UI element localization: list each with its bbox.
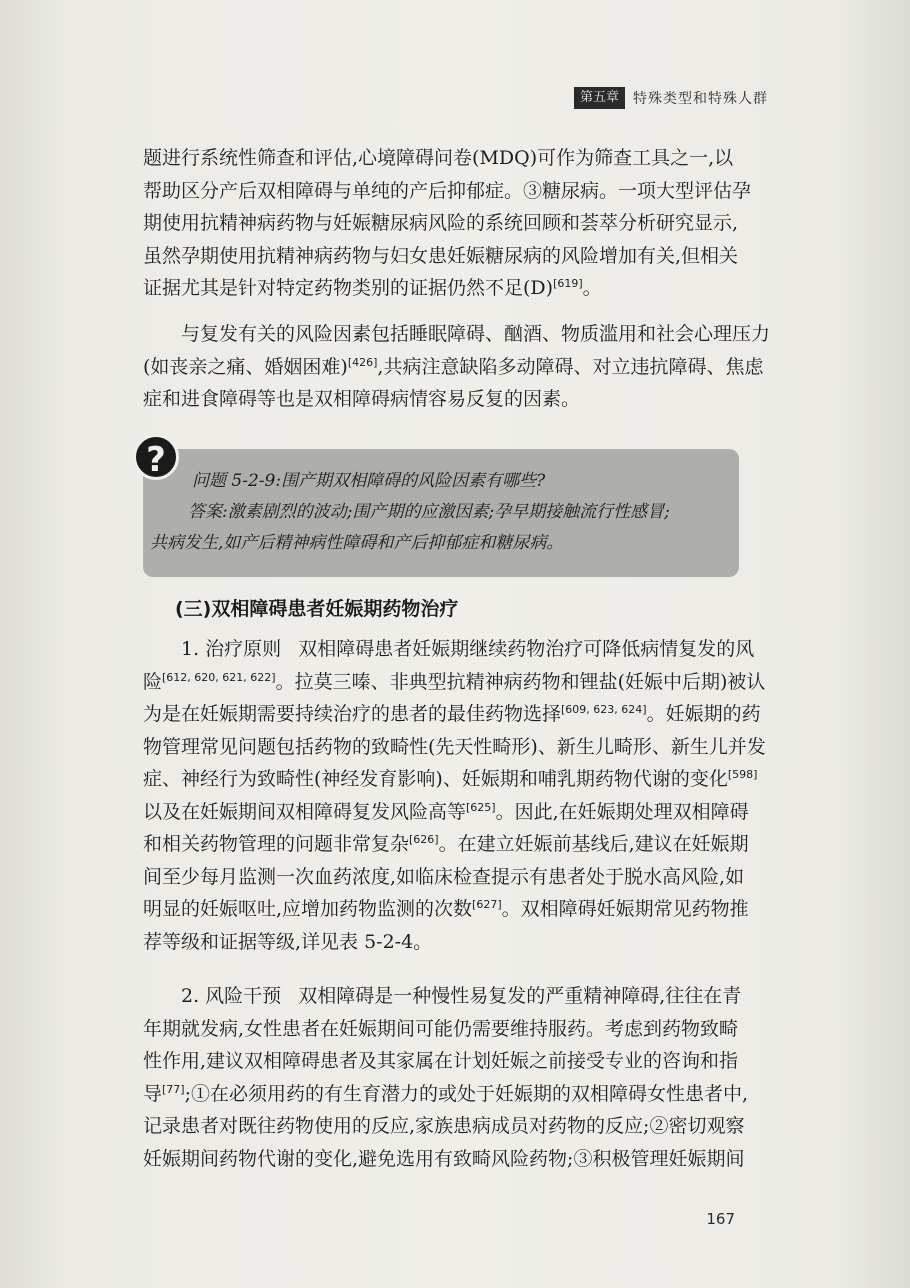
text-segment: 证据尤其是针对特定药物类别的证据仍然不足(D): [143, 277, 554, 299]
citation: [426]: [347, 355, 378, 369]
text-line: 记录患者对既往药物使用的反应,家族患病成员对药物的反应;②密切观察: [143, 1115, 745, 1137]
citation: [627]: [472, 898, 502, 911]
citation: [626]: [409, 833, 439, 846]
text-segment: 。双相障碍妊娠期常见药物推: [501, 898, 749, 920]
text-line: [143, 796, 749, 829]
text-line: [143, 351, 764, 384]
text-segment: 导: [143, 1082, 163, 1105]
text-line: 期使用抗精神病药物与妊娠糖尿病风险的系统回顾和荟萃分析研究显示,: [143, 212, 739, 234]
text-line: [143, 763, 758, 796]
text-segment: 症、神经行为致畸性(神经发育影响)、妊娠期和哺乳期药物代谢的变化: [143, 768, 728, 790]
citation: [77]: [162, 1082, 185, 1096]
subsection-title: 2. 风险干预: [181, 985, 282, 1007]
text-line: [143, 1078, 749, 1111]
text-segment: 明显的妊娠呕吐,应增加药物监测的次数: [143, 898, 473, 920]
question-mark-icon: ?: [133, 434, 179, 480]
text-line: 妊娠期间药物代谢的变化,避免选用有致畸风险药物;③积极管理妊娠期间: [143, 1147, 745, 1170]
text-line: 年期就发病,女性患者在妊娠期间可能仍需要维持服药。考虑到药物致畸: [143, 1017, 739, 1040]
text-segment: 。因此,在妊娠期处理双相障碍: [495, 800, 749, 823]
text-line: [143, 980, 742, 1013]
text-segment: 险: [143, 670, 163, 693]
citation: [619]: [553, 277, 583, 290]
text-segment: 。妊娠期的药: [646, 703, 761, 725]
text-segment: 。在建立妊娠前基线后,建议在妊娠期: [438, 833, 749, 855]
text-segment: 为是在妊娠期需要持续治疗的患者的最佳药物选择: [143, 703, 562, 725]
paragraph-treatment-principles: [143, 633, 766, 958]
text-line: 题进行系统性筛查和评估,心境障碍问卷(MDQ)可作为筛查工具之一,以: [143, 147, 734, 169]
text-line: [143, 666, 766, 699]
qa-answer-line: 答案:激素剧烈的波动;围产期的应激因素;孕早期接触流行性感冒;: [188, 502, 670, 522]
qa-answer-line: 共病发生,如产后精神病性障碍和产后抑郁症和糖尿病。: [150, 533, 564, 553]
text-line: [143, 828, 749, 861]
subsection-title: 1. 治疗原则: [181, 638, 282, 660]
text-line: 症和进食障碍等也是双相障碍病情容易反复的因素。: [143, 388, 581, 410]
header-title: 特殊类型和特殊人群: [633, 91, 768, 107]
text-line: 物管理常见问题包括药物的致畸性(先天性畸形)、新生儿畸形、新生儿并发: [143, 735, 766, 758]
text-line: 间至少每月监测一次血药浓度,如临床检查提示有患者处于脱水高风险,如: [143, 865, 745, 888]
text-segment: 。: [582, 277, 602, 299]
paragraph-risk-intervention: [143, 980, 749, 1175]
text-line: [143, 893, 749, 926]
page-number: 167: [706, 1210, 735, 1228]
text-line: 荐等级和证据等级,详见表 5-2-4。: [143, 930, 433, 953]
text-segment: 和相关药物管理的问题非常复杂: [143, 833, 410, 855]
text-line: 虽然孕期使用抗精神病药物与妇女患妊娠糖尿病的风险增加有关,但相关: [143, 244, 739, 267]
text-line: 与复发有关的风险因素包括睡眠障碍、酗酒、物质滥用和社会心理压力: [181, 323, 771, 345]
chapter-badge: 第五章: [574, 87, 625, 109]
text-line: 性作用,建议双相障碍患者及其家属在计划妊娠之前接受专业的咨询和指: [143, 1050, 739, 1072]
paragraph-relapse-factors: [143, 318, 771, 416]
text-line: 帮助区分产后双相障碍与单纯的产后抑郁症。③糖尿病。一项大型评估孕: [143, 179, 752, 202]
qa-question: 问题 5-2-9:围产期双相障碍的风险因素有哪些?: [192, 471, 546, 491]
text-line: [143, 633, 755, 666]
text-segment: 。拉莫三嗪、非典型抗精神病药物和锂盐(妊娠中后期)被认: [275, 670, 766, 693]
citation: [598]: [727, 768, 758, 781]
text-segment: 双相障碍患者妊娠期继续药物治疗可降低病情复发的风: [298, 638, 755, 660]
text-segment: (如丧亲之痛、婚姻困难): [143, 355, 348, 378]
citation: [612, 620, 621, 622]: [162, 670, 276, 684]
text-segment: ,共病注意缺陷多动障碍、对立违抗障碍、焦虑: [377, 355, 764, 378]
paragraph-diabetes: [143, 142, 752, 305]
text-segment: ;①在必须用药的有生育潜力的或处于妊娠期的双相障碍女性患者中,: [184, 1082, 749, 1105]
citation: [625]: [466, 800, 496, 814]
running-header: [574, 86, 768, 110]
text-line: [143, 272, 739, 305]
text-line: [143, 698, 761, 731]
text-segment: 双相障碍是一种慢性易复发的严重精神障碍,往往在青: [298, 985, 742, 1007]
citation: [609, 623, 624]: [561, 703, 647, 716]
text-segment: 以及在妊娠期间双相障碍复发风险高等: [143, 800, 467, 823]
section-heading: (三)双相障碍患者妊娠期药物治疗: [175, 598, 459, 620]
